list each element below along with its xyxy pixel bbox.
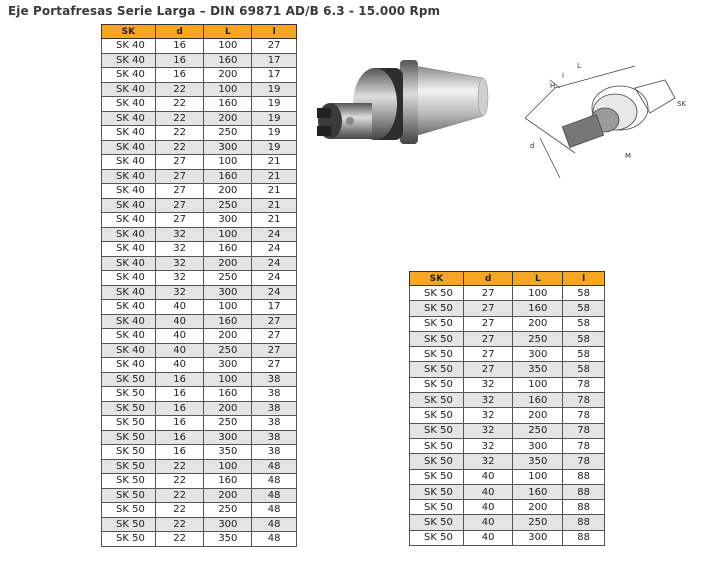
cell-sk: SK 50 — [410, 408, 464, 423]
cell-d: 40 — [155, 329, 204, 344]
cell-l: 88 — [563, 469, 605, 484]
cell-d: 22 — [155, 126, 204, 141]
cell-L: 350 — [204, 532, 252, 547]
cell-l: 38 — [252, 445, 297, 460]
cell-d: 22 — [155, 97, 204, 112]
table-row — [102, 387, 297, 402]
cell-L: 200 — [204, 256, 252, 271]
cell-d: 22 — [155, 459, 204, 474]
cell-l: 24 — [252, 285, 297, 300]
cell-l: 38 — [252, 401, 297, 416]
header-d: d — [463, 272, 513, 286]
cell-l: 38 — [252, 372, 297, 387]
cell-d: 27 — [463, 286, 513, 301]
cell-L: 160 — [204, 242, 252, 257]
header-L: L — [204, 25, 252, 39]
cell-L: 100 — [204, 227, 252, 242]
cell-d: 27 — [463, 316, 513, 331]
cell-sk: SK 40 — [102, 155, 156, 170]
cell-d: 40 — [155, 358, 204, 373]
cell-sk: SK 50 — [410, 301, 464, 316]
cell-l: 78 — [563, 454, 605, 469]
cell-l: 78 — [563, 393, 605, 408]
table-row — [410, 316, 605, 331]
cell-d: 22 — [155, 488, 204, 503]
table-row — [102, 517, 297, 532]
cell-l: 27 — [252, 343, 297, 358]
table-row — [102, 126, 297, 141]
cell-sk: SK 50 — [410, 484, 464, 499]
drawing-label-d: d — [530, 142, 535, 150]
table-row — [102, 445, 297, 460]
cell-L: 300 — [513, 438, 563, 453]
cell-d: 40 — [155, 343, 204, 358]
drawing-label-l: l — [562, 72, 564, 80]
cell-L: 300 — [204, 213, 252, 228]
table-row — [102, 474, 297, 489]
cell-l: 21 — [252, 184, 297, 199]
cell-d: 32 — [155, 242, 204, 257]
cell-L: 250 — [204, 503, 252, 518]
cell-sk: SK 40 — [102, 314, 156, 329]
cell-sk: SK 50 — [102, 459, 156, 474]
cell-d: 32 — [155, 256, 204, 271]
cell-L: 160 — [513, 393, 563, 408]
cell-L: 100 — [204, 39, 252, 54]
cell-sk: SK 50 — [102, 474, 156, 489]
cell-L: 350 — [513, 454, 563, 469]
cell-L: 300 — [204, 430, 252, 445]
header-L: L — [513, 272, 563, 286]
cell-L: 250 — [204, 198, 252, 213]
cell-sk: SK 40 — [102, 285, 156, 300]
cell-l: 88 — [563, 530, 605, 545]
cell-L: 160 — [204, 474, 252, 489]
cell-d: 40 — [463, 469, 513, 484]
table-row — [102, 242, 297, 257]
cell-d: 16 — [155, 39, 204, 54]
cell-sk: SK 50 — [102, 503, 156, 518]
cell-sk: SK 50 — [102, 517, 156, 532]
cell-sk: SK 40 — [102, 140, 156, 155]
cell-l: 88 — [563, 484, 605, 499]
cell-L: 200 — [513, 316, 563, 331]
cell-l: 24 — [252, 256, 297, 271]
cell-sk: SK 50 — [410, 423, 464, 438]
cell-l: 48 — [252, 474, 297, 489]
cell-L: 300 — [204, 517, 252, 532]
table-row — [102, 358, 297, 373]
table-row — [102, 184, 297, 199]
table-row — [410, 393, 605, 408]
cell-L: 300 — [204, 285, 252, 300]
cell-L: 200 — [204, 68, 252, 83]
cell-d: 22 — [155, 82, 204, 97]
table-row — [102, 213, 297, 228]
cell-sk: SK 50 — [410, 515, 464, 530]
cell-d: 27 — [155, 198, 204, 213]
cell-l: 38 — [252, 387, 297, 402]
table-row — [102, 416, 297, 431]
table-row — [102, 503, 297, 518]
cell-sk: SK 40 — [102, 329, 156, 344]
cell-d: 22 — [155, 517, 204, 532]
cell-L: 160 — [204, 314, 252, 329]
table-row — [410, 484, 605, 499]
table-row — [102, 82, 297, 97]
cell-l: 48 — [252, 517, 297, 532]
cell-sk: SK 40 — [102, 184, 156, 199]
cell-d: 22 — [155, 503, 204, 518]
drawing-label-m: M — [625, 152, 632, 160]
cell-L: 250 — [204, 343, 252, 358]
cell-sk: SK 40 — [102, 300, 156, 315]
cell-l: 78 — [563, 377, 605, 392]
cell-d: 27 — [155, 169, 204, 184]
table-row — [410, 362, 605, 377]
table-row — [410, 408, 605, 423]
table-row — [410, 454, 605, 469]
cell-sk: SK 50 — [410, 500, 464, 515]
cell-sk: SK 40 — [102, 53, 156, 68]
cell-L: 200 — [204, 401, 252, 416]
cell-l: 21 — [252, 198, 297, 213]
cell-l: 38 — [252, 430, 297, 445]
cell-sk: SK 50 — [410, 454, 464, 469]
cell-sk: SK 50 — [410, 469, 464, 484]
cell-d: 32 — [463, 438, 513, 453]
cell-d: 16 — [155, 68, 204, 83]
table-row — [410, 500, 605, 515]
cell-d: 27 — [155, 184, 204, 199]
table-row — [410, 469, 605, 484]
cell-d: 16 — [155, 430, 204, 445]
cell-sk: SK 50 — [102, 488, 156, 503]
cell-L: 160 — [204, 97, 252, 112]
cell-L: 200 — [204, 329, 252, 344]
cell-d: 16 — [155, 416, 204, 431]
cell-l: 78 — [563, 408, 605, 423]
table-row — [102, 488, 297, 503]
table-row — [102, 111, 297, 126]
cell-sk: SK 50 — [410, 286, 464, 301]
table-row — [102, 532, 297, 547]
cell-d: 32 — [155, 227, 204, 242]
cell-L: 160 — [513, 484, 563, 499]
cell-d: 16 — [155, 401, 204, 416]
cell-d: 40 — [155, 300, 204, 315]
cell-l: 78 — [563, 438, 605, 453]
cell-sk: SK 40 — [102, 111, 156, 126]
tool-holder-drawing — [515, 58, 715, 183]
cell-d: 27 — [463, 301, 513, 316]
cell-d: 22 — [155, 474, 204, 489]
cell-L: 200 — [204, 111, 252, 126]
cell-d: 22 — [155, 140, 204, 155]
cell-sk: SK 50 — [410, 438, 464, 453]
cell-d: 32 — [463, 454, 513, 469]
cell-sk: SK 50 — [410, 530, 464, 545]
table-row — [102, 256, 297, 271]
header-sk: SK — [102, 25, 156, 39]
cell-l: 58 — [563, 301, 605, 316]
table-row — [410, 301, 605, 316]
cell-l: 58 — [563, 362, 605, 377]
spec-table-left — [101, 24, 297, 547]
cell-d: 32 — [463, 423, 513, 438]
table-row — [102, 285, 297, 300]
header-sk: SK — [410, 272, 464, 286]
cell-d: 40 — [463, 515, 513, 530]
cell-l: 78 — [563, 423, 605, 438]
cell-L: 100 — [513, 286, 563, 301]
cell-L: 100 — [204, 155, 252, 170]
cell-l: 27 — [252, 39, 297, 54]
drawing-label-h: H — [550, 82, 556, 90]
cell-L: 100 — [204, 82, 252, 97]
cell-l: 48 — [252, 459, 297, 474]
table-row — [102, 227, 297, 242]
table-row — [102, 329, 297, 344]
table-header-row — [102, 25, 297, 39]
cell-l: 24 — [252, 271, 297, 286]
cell-d: 32 — [155, 271, 204, 286]
cell-d: 16 — [155, 372, 204, 387]
cell-l: 38 — [252, 416, 297, 431]
spec-table-right — [409, 271, 605, 546]
table-row — [102, 53, 297, 68]
tool-holder-photo — [305, 48, 495, 173]
cell-l: 27 — [252, 358, 297, 373]
cell-l: 24 — [252, 242, 297, 257]
cell-sk: SK 40 — [102, 97, 156, 112]
table-row — [102, 314, 297, 329]
table-row — [410, 377, 605, 392]
cell-L: 160 — [204, 169, 252, 184]
cell-sk: SK 40 — [102, 169, 156, 184]
cell-l: 88 — [563, 500, 605, 515]
cell-L: 350 — [513, 362, 563, 377]
cell-sk: SK 50 — [410, 377, 464, 392]
table-row — [102, 140, 297, 155]
cell-L: 160 — [204, 53, 252, 68]
cell-l: 19 — [252, 140, 297, 155]
cell-sk: SK 50 — [410, 316, 464, 331]
cell-L: 300 — [513, 347, 563, 362]
cell-L: 250 — [513, 515, 563, 530]
cell-d: 32 — [463, 377, 513, 392]
cell-L: 300 — [204, 140, 252, 155]
table-row — [102, 97, 297, 112]
cell-d: 40 — [463, 484, 513, 499]
cell-L: 250 — [513, 331, 563, 346]
cell-L: 250 — [204, 126, 252, 141]
cell-sk: SK 40 — [102, 126, 156, 141]
cell-l: 19 — [252, 97, 297, 112]
drawing-label-L: L — [577, 62, 581, 70]
cell-sk: SK 50 — [410, 393, 464, 408]
table-row — [410, 286, 605, 301]
table-row — [102, 271, 297, 286]
cell-l: 21 — [252, 155, 297, 170]
cell-L: 300 — [513, 530, 563, 545]
cell-l: 58 — [563, 331, 605, 346]
page-title: Eje Portafresas Serie Larga – DIN 69871 AD/B 6.3 - 15.000 Rpm — [8, 4, 441, 18]
cell-d: 32 — [463, 393, 513, 408]
table-row — [102, 401, 297, 416]
table-row — [102, 169, 297, 184]
cell-sk: SK 40 — [102, 256, 156, 271]
cell-sk: SK 50 — [102, 430, 156, 445]
cell-l: 58 — [563, 316, 605, 331]
cell-L: 200 — [513, 500, 563, 515]
cell-L: 100 — [204, 459, 252, 474]
cell-L: 200 — [513, 408, 563, 423]
cell-l: 58 — [563, 286, 605, 301]
cell-d: 16 — [155, 445, 204, 460]
cell-d: 22 — [155, 111, 204, 126]
cell-sk: SK 50 — [102, 372, 156, 387]
cell-sk: SK 50 — [102, 445, 156, 460]
cell-l: 19 — [252, 126, 297, 141]
cell-L: 250 — [204, 416, 252, 431]
cell-sk: SK 40 — [102, 242, 156, 257]
header-d: d — [155, 25, 204, 39]
table-row — [102, 430, 297, 445]
cell-sk: SK 50 — [410, 347, 464, 362]
cell-l: 24 — [252, 227, 297, 242]
table-row — [410, 530, 605, 545]
cell-sk: SK 40 — [102, 39, 156, 54]
cell-L: 200 — [204, 184, 252, 199]
table-row — [102, 198, 297, 213]
cell-sk: SK 40 — [102, 198, 156, 213]
cell-d: 32 — [463, 408, 513, 423]
cell-d: 27 — [155, 155, 204, 170]
table-row — [102, 39, 297, 54]
cell-sk: SK 50 — [102, 387, 156, 402]
cell-l: 19 — [252, 82, 297, 97]
cell-l: 88 — [563, 515, 605, 530]
table-row — [102, 300, 297, 315]
cell-d: 27 — [463, 362, 513, 377]
cell-sk: SK 40 — [102, 271, 156, 286]
cell-l: 48 — [252, 488, 297, 503]
table-row — [102, 68, 297, 83]
header-l: l — [563, 272, 605, 286]
cell-sk: SK 40 — [102, 358, 156, 373]
cell-sk: SK 50 — [410, 331, 464, 346]
cell-sk: SK 50 — [102, 416, 156, 431]
table-row — [410, 438, 605, 453]
cell-d: 16 — [155, 53, 204, 68]
drawing-label-sk: SK — [677, 100, 687, 108]
cell-L: 160 — [513, 301, 563, 316]
table-header-row — [410, 272, 605, 286]
cell-L: 250 — [513, 423, 563, 438]
cell-L: 350 — [204, 445, 252, 460]
cell-sk: SK 50 — [410, 362, 464, 377]
cell-d: 40 — [463, 530, 513, 545]
cell-sk: SK 50 — [102, 532, 156, 547]
cell-l: 58 — [563, 347, 605, 362]
table-row — [102, 155, 297, 170]
cell-L: 300 — [204, 358, 252, 373]
cell-L: 100 — [513, 377, 563, 392]
cell-d: 27 — [463, 331, 513, 346]
cell-d: 22 — [155, 532, 204, 547]
cell-l: 27 — [252, 329, 297, 344]
cell-d: 32 — [155, 285, 204, 300]
cell-l: 27 — [252, 314, 297, 329]
table-row — [410, 347, 605, 362]
cell-l: 48 — [252, 532, 297, 547]
cell-d: 40 — [155, 314, 204, 329]
header-l: l — [252, 25, 297, 39]
cell-L: 160 — [204, 387, 252, 402]
table-row — [410, 515, 605, 530]
cell-l: 17 — [252, 300, 297, 315]
cell-l: 19 — [252, 111, 297, 126]
cell-L: 200 — [204, 488, 252, 503]
cell-sk: SK 40 — [102, 343, 156, 358]
table-row — [410, 423, 605, 438]
cell-l: 17 — [252, 68, 297, 83]
cell-L: 100 — [513, 469, 563, 484]
cell-L: 100 — [204, 300, 252, 315]
cell-d: 16 — [155, 387, 204, 402]
cell-sk: SK 40 — [102, 82, 156, 97]
table-row — [102, 459, 297, 474]
cell-d: 40 — [463, 500, 513, 515]
cell-l: 48 — [252, 503, 297, 518]
cell-L: 250 — [204, 271, 252, 286]
table-row — [410, 331, 605, 346]
cell-sk: SK 40 — [102, 68, 156, 83]
cell-l: 17 — [252, 53, 297, 68]
cell-sk: SK 40 — [102, 213, 156, 228]
cell-d: 27 — [463, 347, 513, 362]
cell-sk: SK 50 — [102, 401, 156, 416]
cell-sk: SK 40 — [102, 227, 156, 242]
cell-l: 21 — [252, 213, 297, 228]
table-row — [102, 372, 297, 387]
cell-l: 21 — [252, 169, 297, 184]
cell-d: 27 — [155, 213, 204, 228]
table-row — [102, 343, 297, 358]
cell-L: 100 — [204, 372, 252, 387]
